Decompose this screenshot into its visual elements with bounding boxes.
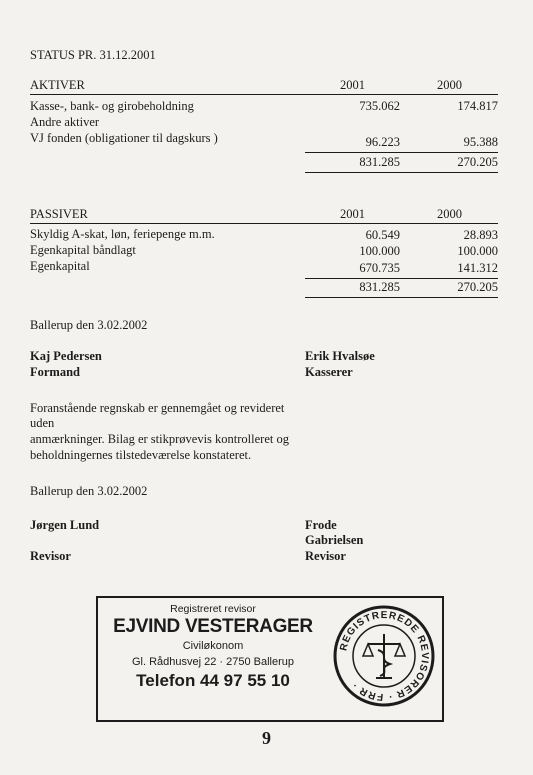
aktiver-header: AKTIVER: [30, 78, 85, 92]
aktiver-row-2001: 96.223: [365, 135, 400, 149]
passiver-row-2000: 141.312: [457, 261, 498, 275]
signer-role: Formand: [30, 365, 80, 379]
status-title: STATUS PR. 31.12.2001: [30, 48, 156, 62]
stamp-line: Telefon 44 97 55 10: [136, 671, 290, 690]
aktiver-total-rule: [305, 172, 498, 173]
aktiver-row-2000: 95.388: [463, 135, 498, 149]
stamp-line: EJVIND VESTERAGER: [113, 616, 313, 637]
passiver-col-2000: 2000: [437, 207, 462, 221]
aktiver-row-2000: 174.817: [457, 99, 498, 113]
passiver-total-rule: [305, 297, 498, 298]
passiver-row-2000: 100.000: [457, 244, 498, 258]
aktiver-col-2001: 2001: [340, 78, 365, 92]
passiver-row-label: Egenkapital: [30, 259, 90, 273]
passiver-total-2001: 831.285: [359, 280, 400, 294]
passiver-header-rule: [30, 223, 498, 224]
audit-statement-line: beholdningernes tilstedeværelse konstateret.: [30, 448, 252, 462]
seal-text: REGISTREREDE REVISORER · FRR ·: [338, 609, 431, 703]
passiver-row-label: Egenkapital båndlagt: [30, 243, 136, 257]
aktiver-header-rule: [30, 94, 498, 95]
aktiver-row-label: VJ fonden (obligationer til dagskurs ): [30, 131, 218, 145]
audit-statement-line: uden: [30, 416, 55, 430]
passiver-header: PASSIVER: [30, 207, 88, 221]
auditor-name: Gabrielsen: [305, 533, 364, 547]
aktiver-total-2000: 270.205: [457, 155, 498, 169]
signer-name: Erik Hvalsøe: [305, 349, 375, 363]
auditor-name: Frode: [305, 518, 337, 532]
passiver-row-2001: 670.735: [359, 261, 400, 275]
stamp-line: Registreret revisor: [170, 603, 256, 615]
audit-statement-line: Foranstående regnskab er gennemgået og revideret: [30, 401, 285, 415]
aktiver-row-label: Andre aktiver: [30, 115, 100, 129]
aktiver-total-2001: 831.285: [359, 155, 400, 169]
stamp-line: Gl. Rådhusvej 22 · 2750 Ballerup: [131, 656, 295, 668]
aktiver-col-2000: 2000: [437, 78, 462, 92]
auditor-role: Revisor: [30, 549, 71, 563]
signer-name: Kaj Pedersen: [30, 349, 102, 363]
passiver-row-2001: 60.549: [365, 228, 400, 242]
revisor-seal-icon: [332, 604, 436, 708]
passiver-total-2000: 270.205: [457, 280, 498, 294]
passiver-row-label: Skyldig A-skat, løn, feriepenge m.m.: [30, 227, 215, 241]
audit-statement-line: anmærkninger. Bilag er stikprøvevis kontrolleret og: [30, 432, 289, 446]
page-number: 9: [262, 728, 271, 748]
auditor-stamp: [96, 596, 444, 722]
place-date: Ballerup den 3.02.2002: [30, 484, 148, 498]
auditor-name: Jørgen Lund: [30, 518, 100, 532]
auditor-role: Revisor: [305, 549, 346, 563]
stamp-line: Civiløkonom: [182, 640, 244, 652]
aktiver-row-2001: 735.062: [359, 99, 400, 113]
passiver-row-2000: 28.893: [463, 228, 498, 242]
aktiver-row-label: Kasse-, bank- og girobeholdning: [30, 99, 194, 113]
passiver-row-2001: 100.000: [359, 244, 400, 258]
signer-role: Kasserer: [305, 365, 353, 379]
passiver-sum-rule: [305, 278, 498, 279]
passiver-col-2001: 2001: [340, 207, 365, 221]
place-date: Ballerup den 3.02.2002: [30, 318, 148, 332]
aktiver-sum-rule: [305, 152, 498, 153]
